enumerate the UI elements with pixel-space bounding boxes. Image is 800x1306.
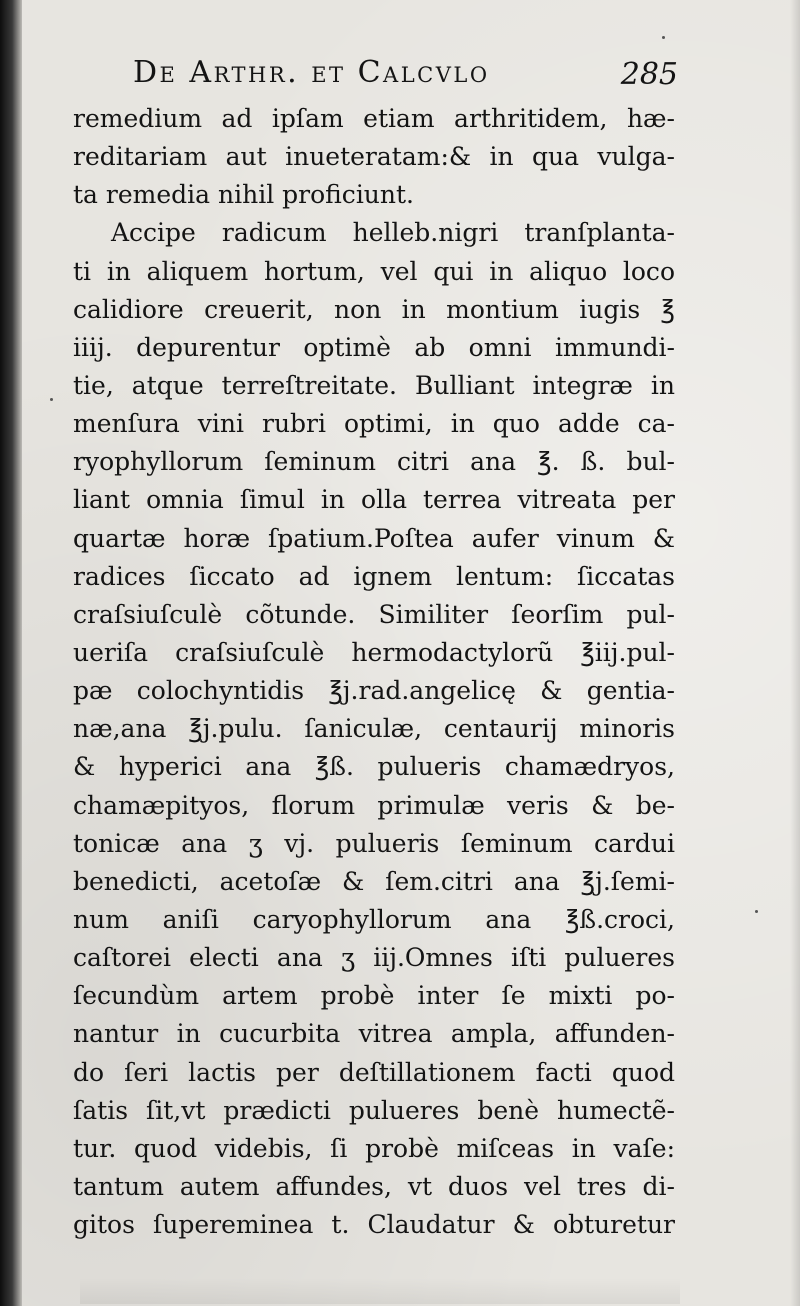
text-line: gitos ſupereminea t. Claudatur & obturetur bbox=[73, 1210, 675, 1240]
text-line: tie, atque terreſtreitate. Bulliant integræ in bbox=[73, 370, 675, 400]
text-line: ueriſa craſsiuſculè hermodactylorũ ℥iij.pul- bbox=[73, 637, 675, 667]
body-text bbox=[73, 100, 675, 1244]
running-head: De Arthr. et Calcvlo bbox=[133, 55, 490, 90]
text-line: remedium ad ipſam etiam arthritidem, hæ- bbox=[73, 104, 675, 133]
text-line: radices ſiccato ad ignem lentum: ſiccatas bbox=[73, 561, 675, 591]
paper-speck bbox=[662, 36, 665, 39]
text-line: caſtorei electi ana ʒ iij.Omnes iſti pulueres bbox=[73, 943, 675, 973]
text-line: Accipe radicum helleb.nigri tranſplanta- bbox=[111, 218, 675, 248]
text-line: pæ colochyntidis ℥j.rad.angelicę & gentia- bbox=[73, 676, 675, 706]
text-line: nantur in cucurbita vitrea ampla, affunden- bbox=[73, 1019, 675, 1049]
binding-gutter-shadow bbox=[0, 0, 22, 1306]
page-number: 285 bbox=[620, 57, 678, 92]
text-line: tantum autem affundes, vt duos vel tres di- bbox=[73, 1171, 675, 1201]
text-line: & hyperici ana ℥ß. pulueris chamædryos, bbox=[73, 752, 675, 782]
text-line: iiij. depurentur optimè ab omni immundi- bbox=[73, 332, 675, 362]
text-line: benedicti, acetoſæ & ſem.citri ana ℥j.ſemi- bbox=[73, 866, 675, 896]
paper-speck bbox=[755, 910, 758, 913]
text-line: tonicæ ana ʒ vj. pulueris ſeminum cardui bbox=[73, 828, 675, 858]
bleed-through-shadow bbox=[80, 1278, 680, 1304]
book-page bbox=[20, 0, 800, 1306]
text-line: liant omnia ſimul in olla terrea vitreata per bbox=[73, 485, 675, 515]
text-line: calidiore creuerit, non in montium iugis ℥ bbox=[73, 294, 675, 324]
text-line: craſsiuſculè cõtunde. Similiter ſeorſim pul- bbox=[73, 599, 675, 629]
text-line: ſecundùm artem probè inter ſe mixti po- bbox=[73, 981, 675, 1011]
page-header bbox=[133, 55, 678, 101]
text-line: ti in aliquem hortum, vel qui in aliquo loco bbox=[73, 256, 675, 286]
text-line: ſatis ſit,vt prædicti pulueres benè humectẽ- bbox=[73, 1095, 675, 1125]
text-line: ta remedia nihil proficiunt. bbox=[73, 180, 415, 210]
paper-speck bbox=[50, 398, 53, 401]
text-line: ryophyllorum ſeminum citri ana ℥. ß. bul- bbox=[73, 447, 675, 477]
text-line: reditariam aut inueteratam:& in qua vulga- bbox=[73, 142, 675, 172]
text-line: næ,ana ℥j.pulu. ſaniculæ, centaurij minoris bbox=[73, 714, 675, 744]
text-line: tur. quod videbis, ſi probè miſceas in vaſe: bbox=[73, 1133, 675, 1163]
text-line: num aniſi caryophyllorum ana ℥ß.croci, bbox=[73, 904, 675, 934]
text-line: do ſeri lactis per deſtillationem facti quod bbox=[73, 1057, 675, 1087]
text-line: chamæpityos, florum primulæ veris & be- bbox=[73, 790, 675, 820]
text-line: quartæ horæ ſpatium.Poſtea aufer vinum & bbox=[73, 523, 675, 553]
page-edge-shade bbox=[790, 0, 800, 1306]
text-line: menſura vini rubri optimi, in quo adde ca- bbox=[73, 409, 675, 439]
